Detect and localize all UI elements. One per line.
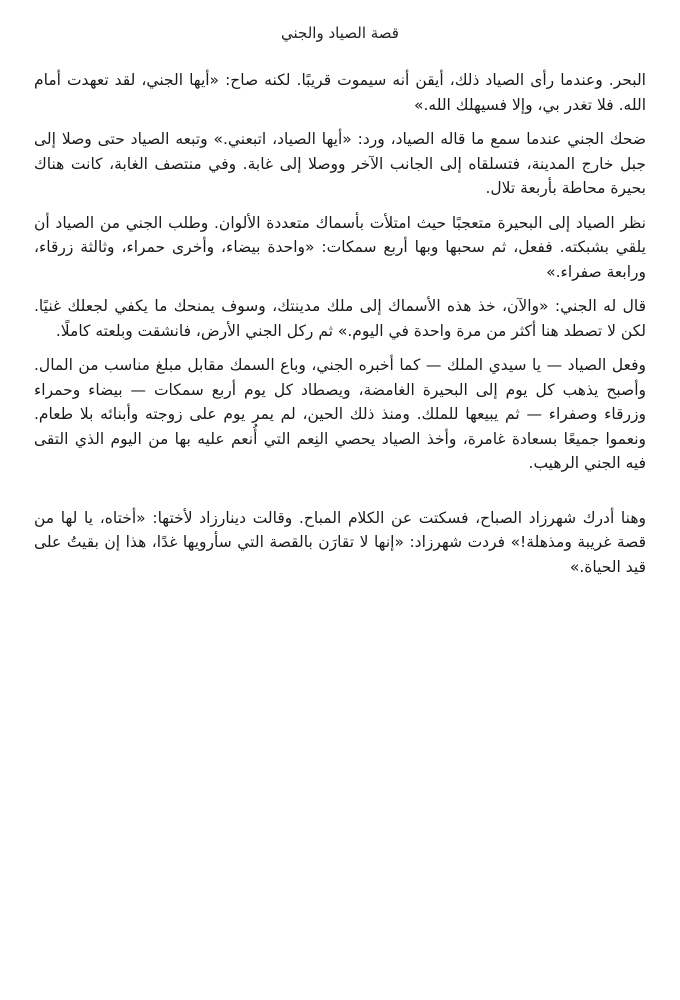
paragraph: ضحك الجني عندما سمع ما قاله الصياد، ورد: «أيها الصياد، اتبعني.» وتبعه الصياد حتى وصلا إلى جبل خارج المدينة، فتسلقاه إلى الجانب الآخر ووصلا إلى غابة. وفي منتصف الغابة، كانت هناك بحيرة محاطة بأربعة تلال. <box>34 130 646 197</box>
paragraph: نظر الصياد إلى البحيرة متعجبًا حيث امتلأت بأسماك متعددة الألوان. وطلب الجني من الصياد أن يلقي بشبكته. ففعل، ثم سحبها وبها أربع سمكات: «واحدة بيضاء، وأخرى حمراء، وثالثة زرقاء، ورابعة صفراء.» <box>34 213 646 281</box>
paragraph: قال له الجني: «والآن، خذ هذه الأسماك إلى ملك مدينتك، وسوف يمنحك ما يكفي لجعلك غنيًا. لكن لا تصطد هنا أكثر من مرة واحدة في اليوم.» ثم ركل الجني الأرض، فانشقت وبلعته كاملًا. <box>34 297 646 340</box>
page-header-title: قصة الصياد والجني <box>281 24 399 42</box>
story-text <box>34 68 646 579</box>
paragraph: وفعل الصياد — يا سيدي الملك — كما أخبره الجني، وباع السمك مقابل مبلغ مناسب من المال. وأصبح يذهب كل يوم إلى البحيرة الغامضة، ويصطاد كل يوم أربع سمكات — بيضاء وحمراء وزرقاء وصفراء — ثم يبيعها للملك. ومنذ ذلك الحين، لم يمر يوم على زوجته وأبنائه بلا طعام. ونعموا جميعًا بسعادة غامرة، وأخذ الصياد يحصي النِعم التي أُنعم عليه بها من اليوم الذي التقى فيه الجني الرهيب. <box>34 356 646 472</box>
paragraph: وهنا أدرك شهرزاد الصباح، فسكتت عن الكلام المباح. وقالت دينارزاد لأختها: «أختاه، يا لها من قصة غريبة ومذهلة!» فردت شهرزاد: «إنها لا تقارَن بالقصة التي سأرويها غدًا، هذا إن بقيتُ على قيد الحياة.» <box>34 508 646 576</box>
paragraph: البحر. وعندما رأى الصياد ذلك، أيقن أنه سيموت قريبًا. لكنه صاح: «أيها الجني، لقد تعهدت أمام الله. فلا تغدر بي، وإلا فسيهلك الله.» <box>34 71 646 114</box>
